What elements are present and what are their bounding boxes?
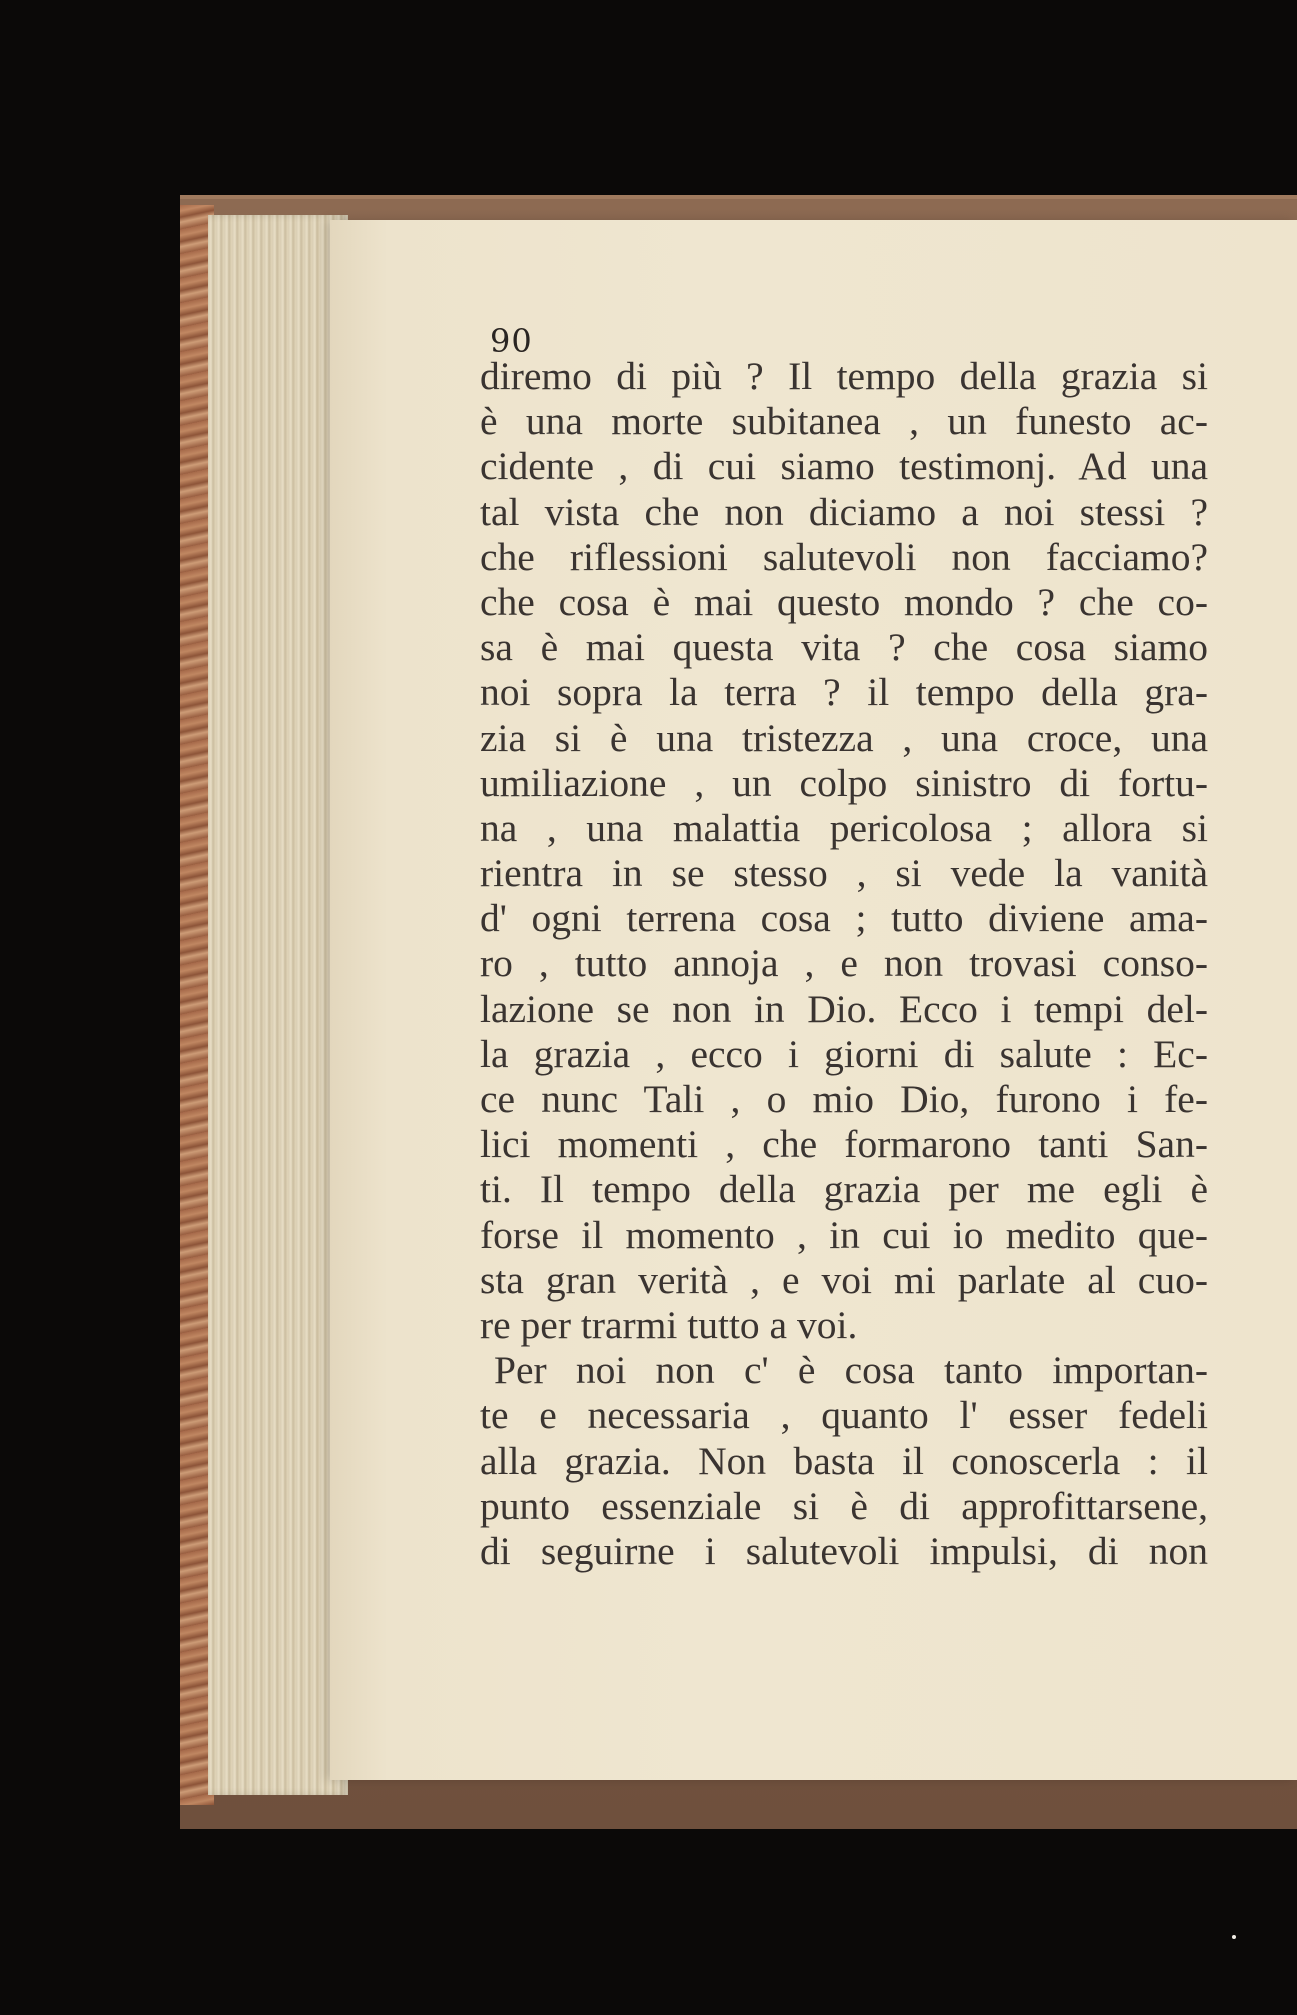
text-line: forse il momento , in cui io medito que-: [480, 1212, 1208, 1257]
text-line: sa è mai questa vita ? che cosa siamo: [480, 625, 1208, 670]
text-line: te e necessaria , quanto l' esser fedeli: [480, 1393, 1208, 1438]
text-line: zia si è una tristezza , una croce, una: [480, 715, 1208, 760]
text-line: rientra in se stesso , si vede la vanità: [480, 851, 1208, 896]
text-line: d' ogni terrena cosa ; tutto diviene ama-: [480, 896, 1208, 941]
text-line: alla grazia. Non basta il conoscerla : il: [480, 1438, 1208, 1483]
text-line: lici momenti , che formarono tanti San-: [480, 1122, 1208, 1167]
page-number: 90: [490, 322, 533, 360]
text-line: noi sopra la terra ? il tempo della gra-: [480, 670, 1208, 715]
text-line: è una morte subitanea , un funesto ac-: [480, 399, 1208, 444]
text-line: diremo di più ? Il tempo della grazia si: [480, 354, 1208, 398]
text-line: ro , tutto annoja , e non trovasi conso-: [480, 941, 1208, 986]
page-text: [480, 354, 1208, 1574]
text-line: che riflessioni salutevoli non facciamo?: [480, 534, 1208, 579]
page-edges: [208, 215, 348, 1795]
text-line: lazione se non in Dio. Ecco i tempi del-: [480, 986, 1208, 1031]
text-line: umiliazione , un colpo sinistro di fortu-: [480, 760, 1208, 805]
text-line: sta gran verità , e voi mi parlate al cuo-: [480, 1257, 1208, 1302]
text-line: la grazia , ecco i giorni di salute : Ec-: [480, 1031, 1208, 1076]
text-line: di seguirne i salutevoli impulsi, di non: [480, 1528, 1208, 1573]
text-line: punto essenziale si è di approfittarsene,: [480, 1483, 1208, 1528]
text-line: ti. Il tempo della grazia per me egli è: [480, 1167, 1208, 1212]
text-line: Per noi non c' è cosa tanto importan-: [494, 1348, 1208, 1393]
text-line: che cosa è mai questo mondo ? che co-: [480, 579, 1208, 624]
text-line: re per trarmi tutto a voi.: [480, 1302, 858, 1347]
text-line: tal vista che non diciamo a noi stessi ?: [480, 489, 1208, 534]
text-line: ce nunc Tali , o mio Dio, furono i fe-: [480, 1077, 1208, 1121]
dust-speck: [1232, 1935, 1236, 1939]
text-line: cidente , di cui siamo testimonj. Ad una: [480, 444, 1208, 489]
text-line: na , una malattia pericolosa ; allora si: [480, 805, 1208, 850]
